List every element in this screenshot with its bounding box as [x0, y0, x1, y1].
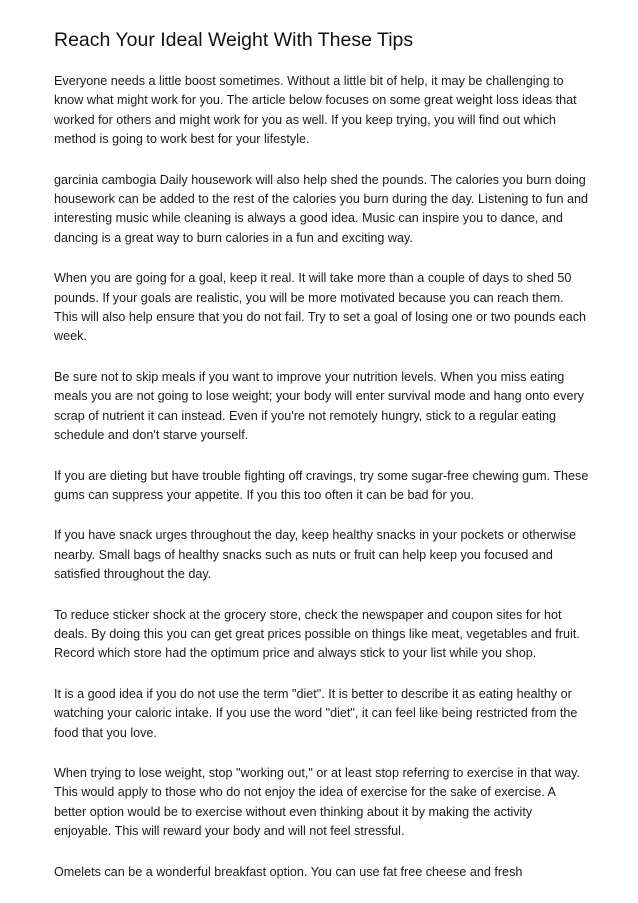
- document-title: Reach Your Ideal Weight With These Tips: [54, 29, 414, 51]
- paragraph-realistic-goal: When you are going for a goal, keep it real. It will take more than a couple of days to shed 50 pounds. If your goals are realistic, you will be more motivated because you can reach them. This will also help ensure that you do not fail. Try to set a goal of losing one or two pounds each week.: [54, 271, 587, 344]
- document-page: [54, 28, 590, 903]
- paragraph-omelets: Omelets can be a wonderful breakfast option. You can use fat free cheese and fresh: [54, 864, 523, 879]
- paragraph-chewing-gum: If you are dieting but have trouble fighting off cravings, try some sugar-free chewing gum. These gums can suppress your appetite. If you this too often it can be bad for you.: [54, 468, 589, 502]
- paragraph-term-diet: It is a good idea if you do not use the term "diet". It is better to describe it as eating healthy or watching your caloric intake. If you use the word "diet", it can feel like being restricted from the food that you love.: [54, 686, 578, 740]
- paragraph-skip-meals: Be sure not to skip meals if you want to improve your nutrition levels. When you miss eating meals you are not going to lose weight; your body will enter survival mode and hang onto every scrap of nutrient it can instead. Even if you're not remotely hungry, stick to a regular eating schedule and don't starve yourself.: [54, 369, 584, 443]
- paragraph-working-out: When trying to lose weight, stop "working out," or at least stop referring to exercise in that way. This would apply to those who do not enjoy the idea of exercise for the sake of exercise. A better option would be to exercise without even thinking about it by making the activity enjoyable. This will reward your body and will not feel stressful.: [54, 765, 580, 839]
- paragraph-grocery-store: To reduce sticker shock at the grocery store, check the newspaper and coupon sites for hot deals. By doing this you can get great prices possible on things like meat, vegetables and fruit. Record which store had the optimum price and always stick to your list while you shop.: [54, 607, 580, 661]
- paragraph-housework: garcinia cambogia Daily housework will also help shed the pounds. The calories you burn doing housework can be added to the rest of the calories you burn during the day. Listening to fun and interesting music while cleaning is always a good idea. Music can inspire you to dance, and dancing is a great way to burn calories in a fun and exciting way.: [54, 172, 588, 245]
- paragraph-intro: Everyone needs a little boost sometimes. Without a little bit of help, it may be challenging to know what might work for you. The article below focuses on some great weight loss ideas that worked for others and might work for you as well. If you keep trying, you will find out which method is going to work best for your lifestyle.: [54, 74, 577, 147]
- paragraph-healthy-snacks: If you have snack urges throughout the day, keep healthy snacks in your pockets or otherwise nearby. Small bags of healthy snacks such as nuts or fruit can help keep you focused and satisfied throughout the day.: [54, 528, 577, 582]
